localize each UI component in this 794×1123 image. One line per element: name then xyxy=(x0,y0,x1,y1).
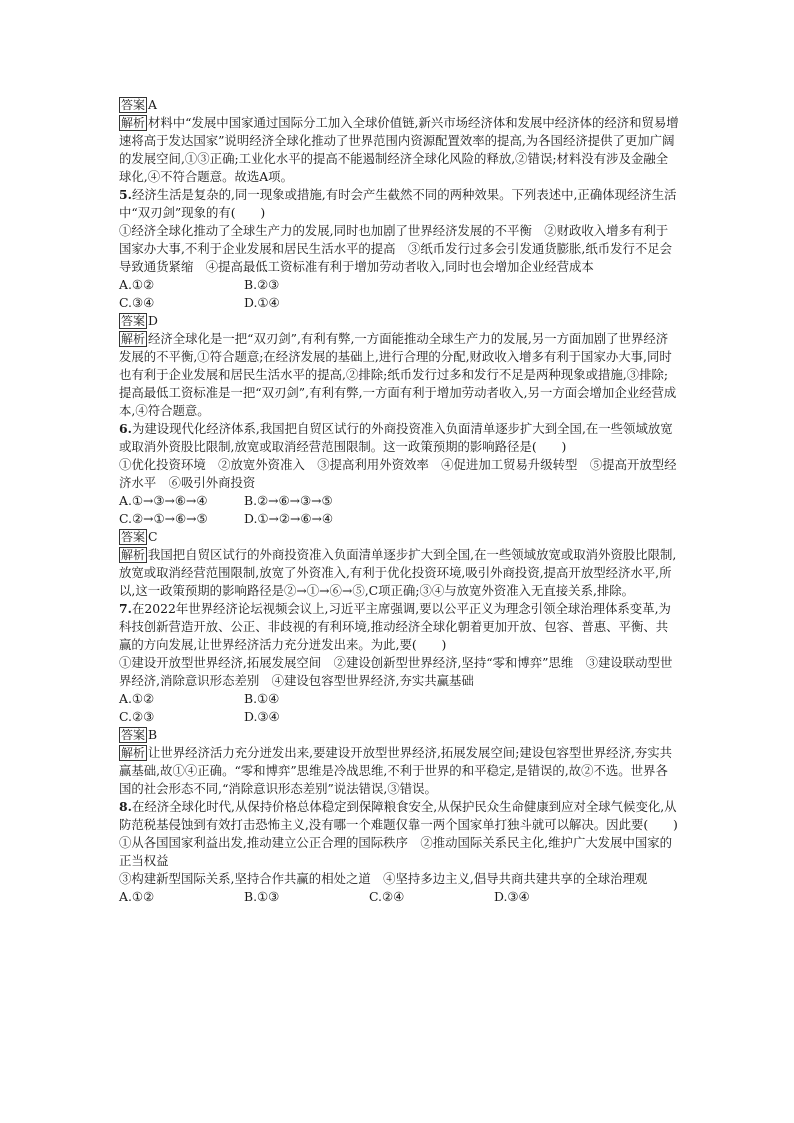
document-page xyxy=(119,96,679,906)
q6-analysis: 解析 我国把自贸区试行的外商投资准入负面清单逐步扩大到全国,在一些领域放宽或取消外资股比限制,放宽或取消经营范围限制,放宽了外资准入,有利于优化投资环境,吸引外商投资,提高开放型经济水平,所以,这一政策预期的影响路径是②→①→⑥→⑤,C项正确;③④与放宽外资准入无直接关系,排除。 xyxy=(119,547,677,598)
q6-items: ①优化投资环境 ②放宽外资准入 ③提高利用外资效率 ④促进加工贸易升级转型 ⑤提高开放型经济水平 ⑥吸引外商投资 xyxy=(119,457,677,490)
q5-stem: 5.经济生活是复杂的,同一现象或措施,有时会产生截然不同的两种效果。下列表述中,正确体现经济生活中“双刃剑”现象的有( ) xyxy=(119,187,677,220)
q7-options-row1 xyxy=(119,690,679,708)
answer-tag: 答案 xyxy=(121,314,146,328)
option-b: B.①④ xyxy=(244,691,280,706)
q5-answer: 答案 D xyxy=(121,313,158,328)
option-d: D.①→②→⑥→④ xyxy=(244,511,334,526)
q5-options-row2 xyxy=(119,294,679,312)
q7-analysis: 解析 让世界经济活力充分迸发出来,要建设开放型世界经济,拓展发展空间;建设包容型世界经济,夯实共赢基础,故①④正确。“零和博弈”思维是冷战思维,不利于世界的和平稳定,是错误的,故②不选。世界各国的社会形态不同,“消除意识形态差别”说法错误,③错误。 xyxy=(119,745,673,796)
option-a: A.①② xyxy=(119,277,155,292)
q8-items-2: ③构建新型国际关系,坚持合作共赢的相处之道 ④坚持多边主义,倡导共商共建共享的全球治理观 xyxy=(119,871,648,886)
option-a: A.①② xyxy=(119,691,155,706)
q7-items: ①建设开放型世界经济,拓展发展空间 ②建设创新型世界经济,坚持“零和博弈”思维 ③建设联动型世界经济,消除意识形态差别 ④建设包容型世界经济,夯实共赢基础 xyxy=(119,655,673,688)
option-b: B.①③ xyxy=(244,889,280,904)
q8-stem: 8.在经济全球化时代,从保持价格总体稳定到保障粮食安全,从保护民众生命健康到应对全球气候变化,从防范税基侵蚀到有效打击恐怖主义,没有哪一个难题仅靠一两个国家单打独斗就可以解决。因此要( ) xyxy=(119,799,678,832)
q8-items-1: ①从各国国家利益出发,推动建立公正合理的国际秩序 ②推动国际关系民主化,维护广大发展中国家的正当权益 xyxy=(119,835,673,868)
answer-tag: 答案 xyxy=(121,98,146,112)
option-d: D.③④ xyxy=(244,709,280,724)
q4-answer: 答案 A xyxy=(121,97,157,112)
option-a: A.①→③→⑥→④ xyxy=(119,493,208,508)
q5-items: ①经济全球化推动了全球生产力的发展,同时也加剧了世界经济发展的不平衡 ②财政收入增多有利于国家办大事,不利于企业发展和居民生活水平的提高 ③纸币发行过多会引发通货膨胀,纸币发行不足会导致通货紧缩 ④提高最低工资标准有利于增加劳动者收入,同时也会增加企业经营成本 xyxy=(119,223,673,274)
q4-analysis: 解析 材料中“发展中国家通过国际分工加入全球价值链,新兴市场经济体和发展中经济体的经济和贸易增速将高于发达国家”说明经济全球化推动了世界范围内资源配置效率的提高,为各国经济提供了更加广阔的发展空间,①③正确;工业化水平的提高不能遏制经济全球化风险的释放,②错误;材料没有涉及金融全球化,④不符合题意。故选A项。 xyxy=(119,115,679,184)
q7-options-row2 xyxy=(119,708,679,726)
option-c: C.②③ xyxy=(119,709,155,724)
q6-stem: 6.为建设现代化经济体系,我国把自贸区试行的外商投资准入负面清单逐步扩大到全国,在一些领域放宽或取消外资股比限制,放宽或取消经营范围限制。这一政策预期的影响路径是( ) xyxy=(119,421,673,454)
q6-answer: 答案 C xyxy=(121,529,158,544)
option-d: D.①④ xyxy=(244,295,280,310)
q7-answer: 答案 B xyxy=(121,727,158,742)
option-c: C.③④ xyxy=(119,295,155,310)
answer-tag: 答案 xyxy=(121,728,146,742)
option-c: C.②→①→⑥→⑤ xyxy=(119,511,208,526)
q5-analysis: 解析 经济全球化是一把“双刃剑”,有利有弊,一方面能推动全球生产力的发展,另一方面加剧了世界经济发展的不平衡,①符合题意;在经济发展的基础上,进行合理的分配,财政收入增多有利于国家办大事,同时也有利于企业发展和居民生活水平的提高,②排除;纸币发行过多和发行不足是两种现象或措施,③排除;提高最低工资标准是一把“双刃剑”,有利有弊,一方面有利于增加劳动者收入,另一方面会增加企业经营成本,④符合题意。 xyxy=(119,331,677,418)
option-a: A.①② xyxy=(119,889,155,904)
analysis-tag: 解析 xyxy=(121,116,146,130)
option-d: D.③④ xyxy=(494,889,530,904)
option-b: B.②③ xyxy=(244,277,280,292)
q6-options-row2 xyxy=(119,510,679,528)
q7-stem: 7.在2022年世界经济论坛视频会议上,习近平主席强调,要以公平正义为理念引领全球治理体系变革,为科技创新营造开放、公正、非歧视的有利环境,推动经济全球化朝着更加开放、包容、普惠、平衡、共赢的方向发展,让世界经济活力充分迸发出来。为此,要( ) xyxy=(119,601,671,652)
q8-options xyxy=(119,888,679,906)
answer-tag: 答案 xyxy=(121,530,146,544)
analysis-tag: 解析 xyxy=(121,548,146,562)
q6-options-row1 xyxy=(119,492,679,510)
analysis-tag: 解析 xyxy=(121,746,146,760)
option-c: C.②④ xyxy=(369,889,405,904)
option-b: B.②→⑥→③→⑤ xyxy=(244,493,333,508)
q5-options-row1 xyxy=(119,276,679,294)
analysis-tag: 解析 xyxy=(121,332,146,346)
